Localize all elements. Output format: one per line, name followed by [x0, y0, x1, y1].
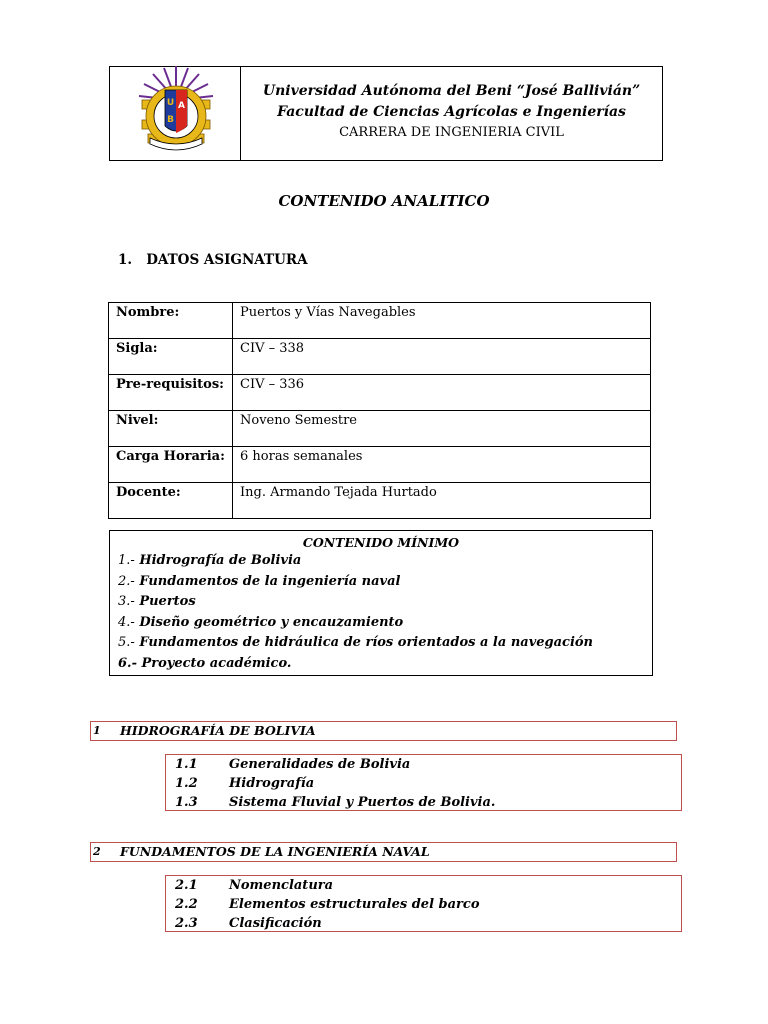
topic-text: Nomenclatura: [229, 878, 334, 893]
item-text: Proyecto académico.: [141, 655, 292, 671]
unit-topics-box: [165, 875, 682, 932]
item-number: 4.-: [118, 614, 135, 630]
table-row: [109, 447, 651, 483]
table-row: [109, 483, 651, 519]
topic-text: Clasificación: [229, 916, 322, 931]
topic-row: [175, 895, 480, 914]
university-name: Universidad Autónoma del Beni “José Ballivián”: [262, 83, 641, 99]
topic-number: 1.2: [175, 776, 198, 791]
item-text: Hidrografía de Bolivia: [139, 553, 302, 568]
topic-number: 1.1: [175, 757, 198, 772]
minimum-content-title: CONTENIDO MÍNIMO: [302, 535, 460, 550]
list-item: [118, 654, 644, 675]
list-item: [118, 551, 644, 572]
topic-text: Elementos estructurales del barco: [229, 897, 480, 912]
row-value: 6 horas semanales: [233, 447, 651, 483]
item-text: Diseño geométrico y encauzamiento: [139, 614, 404, 630]
row-label: Carga Horaria:: [109, 447, 233, 483]
topic-row: [175, 876, 333, 895]
logo-letter-a: A: [178, 101, 185, 111]
item-number: 2.-: [118, 573, 135, 589]
row-value: CIV – 336: [233, 375, 651, 411]
topic-row: [175, 774, 314, 793]
unit-number: 2: [93, 845, 101, 858]
section-heading: 1. DATOS ASIGNATURA: [118, 252, 308, 268]
topic-row: [175, 793, 495, 812]
topic-row: [175, 914, 322, 933]
logo-letter-u: U: [166, 98, 175, 108]
row-label: Docente:: [109, 483, 233, 519]
topic-text: Sistema Fluvial y Puertos de Bolivia.: [229, 795, 496, 810]
row-label: Nombre:: [109, 303, 233, 339]
row-label: Sigla:: [109, 339, 233, 375]
unit-heading: [90, 721, 677, 741]
row-label: Pre-requisitos:: [109, 375, 233, 411]
item-number: 5.-: [118, 635, 135, 650]
item-text: Puertos: [139, 594, 196, 609]
table-row: [109, 411, 651, 447]
minimum-content-box: [109, 530, 653, 676]
list-item: [118, 613, 644, 634]
faculty-name: Facultad de Ciencias Agrícolas e Ingenierías: [277, 104, 626, 120]
topic-number: 1.3: [175, 795, 198, 810]
career-name: CARRERA DE INGENIERIA CIVIL: [339, 125, 564, 140]
university-logo-icon: [136, 64, 216, 152]
unit-title: HIDROGRAFÍA DE BOLIVIA: [120, 723, 316, 738]
item-text: Fundamentos de hidráulica de ríos orientados a la navegación: [139, 635, 594, 650]
row-value: Puertos y Vías Navegables: [233, 303, 651, 339]
table-row: [109, 303, 651, 339]
row-value: Noveno Semestre: [233, 411, 651, 447]
course-data-table: [108, 302, 651, 519]
unit-title: FUNDAMENTOS DE LA INGENIERÍA NAVAL: [120, 844, 430, 859]
topic-number: 2.2: [175, 897, 198, 912]
topic-number: 2.3: [175, 916, 198, 931]
topic-number: 2.1: [175, 878, 198, 893]
logo-letter-b: B: [167, 115, 174, 125]
table-row: [109, 375, 651, 411]
document-title: CONTENIDO ANALITICO: [278, 192, 490, 210]
item-number: 6.-: [118, 655, 137, 671]
unit-number: 1: [93, 724, 101, 737]
item-text: Fundamentos de la ingeniería naval: [139, 573, 401, 589]
topic-row: [175, 755, 410, 774]
item-number: 1.-: [118, 553, 135, 568]
list-item: [118, 592, 644, 613]
row-label: Nivel:: [109, 411, 233, 447]
topic-text: Hidrografía: [229, 776, 315, 791]
unit-heading: [90, 842, 677, 862]
list-item: [118, 633, 644, 654]
item-number: 3.-: [118, 594, 135, 609]
list-item: [118, 572, 644, 593]
row-value: CIV – 338: [233, 339, 651, 375]
topic-text: Generalidades de Bolivia: [229, 757, 411, 772]
row-value: Ing. Armando Tejada Hurtado: [233, 483, 651, 519]
table-row: [109, 339, 651, 375]
unit-topics-box: [165, 754, 682, 811]
